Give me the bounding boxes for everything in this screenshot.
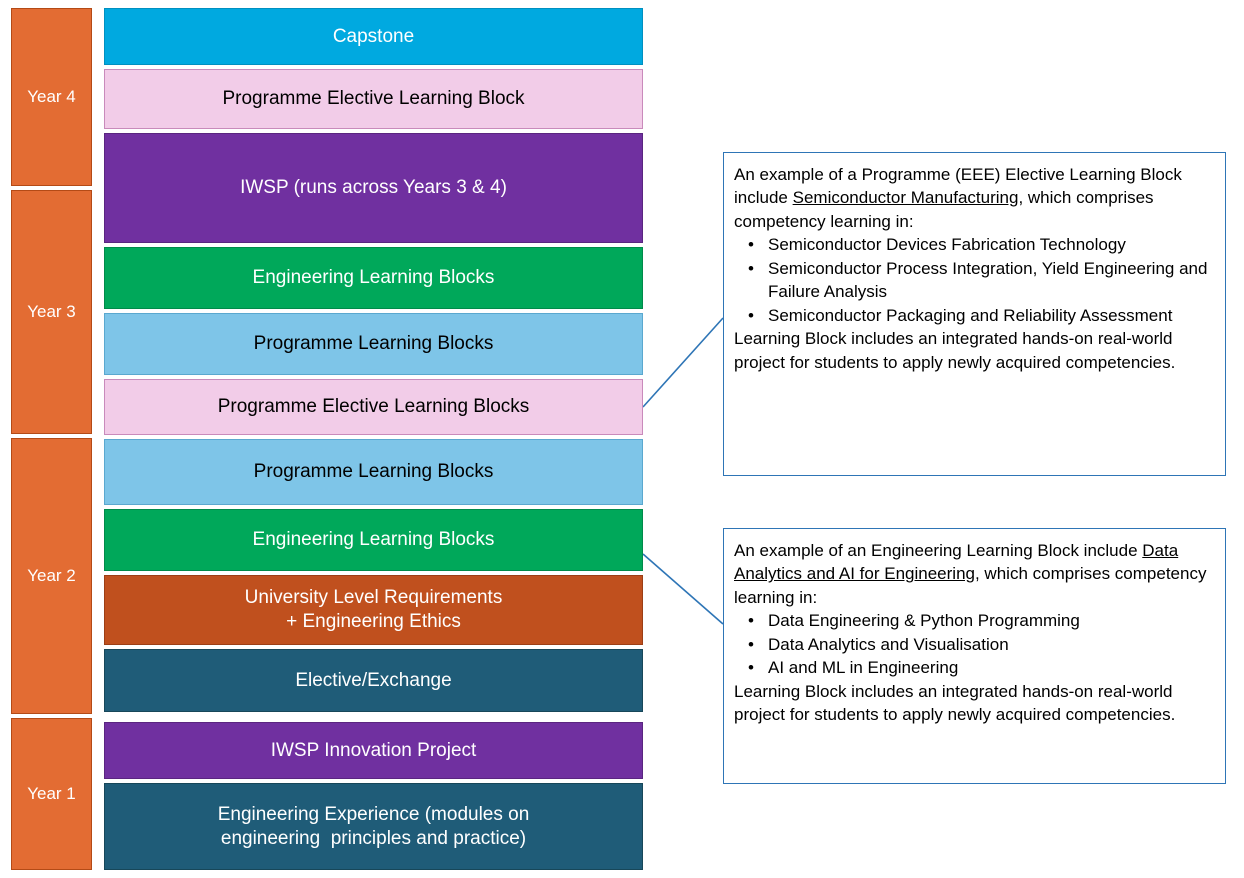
connector-to-programme-elective bbox=[643, 318, 723, 407]
block-label: Engineering Learning Blocks bbox=[252, 529, 495, 551]
connector-to-engineering-block bbox=[643, 554, 723, 624]
block-label: Programme Learning Blocks bbox=[253, 461, 494, 483]
year-label-2 bbox=[11, 438, 92, 714]
year-label-text: Year 2 bbox=[27, 566, 76, 585]
curriculum-block[interactable] bbox=[104, 509, 643, 571]
curriculum-block[interactable] bbox=[104, 313, 643, 375]
callout-highlight-term: Data Analytics and AI for Engineering bbox=[734, 541, 1179, 584]
block-label: Elective/Exchange bbox=[295, 669, 452, 691]
callout-footer: Learning Block includes an integrated hands-on real-world project for students to apply newly acquired competencies. bbox=[734, 681, 1176, 725]
block-label: Engineering Learning Blocks bbox=[252, 267, 495, 289]
curriculum-block[interactable] bbox=[104, 439, 643, 505]
block-label: Capstone bbox=[332, 25, 415, 47]
callout-list-item: • Data Analytics and Visualisation bbox=[734, 633, 1213, 656]
callout-intro: An example of an Engineering Learning Block include Data Analytics and AI for Engineering, which comprises competency learning in: bbox=[734, 541, 1207, 607]
curriculum-block[interactable] bbox=[104, 69, 643, 129]
callout-intro: An example of a Programme (EEE) Elective Learning Block include Semiconductor Manufacturing, which comprises competency learning in: bbox=[734, 165, 1182, 231]
block-label: Engineering Experience (modules on engineering principles and practice) bbox=[217, 803, 530, 849]
callout-list bbox=[734, 233, 1213, 327]
curriculum-block[interactable] bbox=[104, 379, 643, 435]
year-label-text: Year 3 bbox=[27, 302, 76, 321]
curriculum-block[interactable] bbox=[104, 722, 643, 779]
block-label: University Level Requirements + Engineering Ethics bbox=[244, 587, 503, 632]
engineering-learning-callout bbox=[723, 528, 1226, 784]
block-label: IWSP (runs across Years 3 & 4) bbox=[240, 177, 507, 199]
block-label: Programme Learning Blocks bbox=[253, 333, 494, 355]
year-label-4 bbox=[11, 8, 92, 186]
curriculum-block[interactable] bbox=[104, 133, 643, 243]
curriculum-block[interactable] bbox=[104, 649, 643, 712]
curriculum-block[interactable] bbox=[104, 575, 643, 645]
year-label-1 bbox=[11, 718, 92, 870]
callout-list-item: • Semiconductor Process Integration, Yield Engineering and Failure Analysis bbox=[734, 257, 1213, 304]
block-label: Programme Elective Learning Blocks bbox=[217, 396, 530, 418]
curriculum-block[interactable] bbox=[104, 783, 643, 870]
callout-list-item: • AI and ML in Engineering bbox=[734, 656, 1213, 679]
programme-elective-callout bbox=[723, 152, 1226, 476]
block-label: Programme Elective Learning Block bbox=[222, 88, 525, 110]
year-label-3 bbox=[11, 190, 92, 434]
callout-list-item: • Semiconductor Packaging and Reliability Assessment bbox=[734, 304, 1213, 327]
block-label: IWSP Innovation Project bbox=[270, 739, 477, 761]
curriculum-block[interactable] bbox=[104, 8, 643, 65]
year-label-text: Year 4 bbox=[27, 87, 76, 106]
callout-highlight-term: Semiconductor Manufacturing bbox=[792, 188, 1019, 208]
year-label-text: Year 1 bbox=[27, 784, 76, 803]
curriculum-block[interactable] bbox=[104, 247, 643, 309]
callout-footer: Learning Block includes an integrated hands-on real-world project for students to apply newly acquired competencies. bbox=[734, 329, 1176, 372]
callout-list bbox=[734, 609, 1213, 679]
callout-list-item: • Data Engineering & Python Programming bbox=[734, 609, 1213, 632]
callout-list-item: • Semiconductor Devices Fabrication Technology bbox=[734, 233, 1213, 256]
